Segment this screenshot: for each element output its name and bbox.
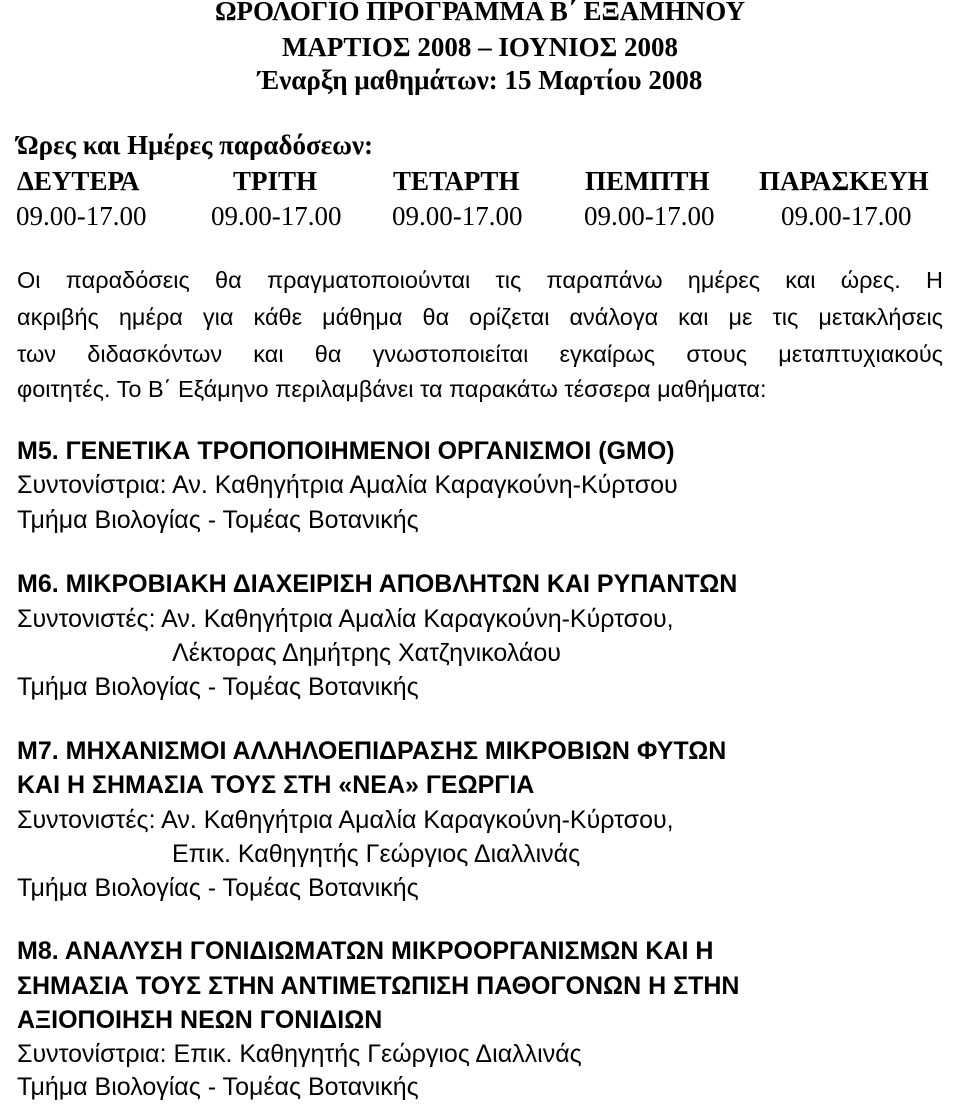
- course-m6-title: Μ6. ΜΙΚΡΟΒΙΑΚΗ ΔΙΑΧΕΙΡΙΣΗ ΑΠΟΒΛΗΤΩΝ ΚΑΙ ΡΥΠΑΝΤΩΝ: [17, 570, 738, 598]
- schedule-hours: 09.00-17.00: [16, 201, 147, 231]
- schedule-day: ΠΕΜΠΤΗ: [585, 166, 710, 196]
- course-m7-title: Μ7. ΜΗΧΑΝΙΣΜΟΙ ΑΛΛΗΛΟΕΠΙΔΡΑΣΗΣ ΜΙΚΡΟΒΙΩΝ ΦΥΤΩΝ: [17, 737, 727, 765]
- intro-line: των διδασκόντων και θα γνωστοποιείται εγκαίρως στους μεταπτυχιακούς: [17, 341, 943, 367]
- course-m8-title-3: ΑΞΙΟΠΟΙΗΣΗ ΝΕΩΝ ΓΟΝΙΔΙΩΝ: [17, 1006, 383, 1034]
- schedule-day: ΤΕΤΑΡΤΗ: [393, 166, 520, 196]
- document-period: ΜΑΡΤΙΟΣ 2008 – ΙΟΥΝΙΟΣ 2008: [281, 32, 679, 62]
- document-start-date: Έναρξη μαθημάτων: 15 Μαρτίου 2008: [257, 65, 703, 95]
- course-m7-department: Τμήμα Βιολογίας - Τομέας Βοτανικής: [17, 874, 419, 902]
- schedule-day: ΤΡΙΤΗ: [233, 166, 318, 196]
- course-m5-coordinator: Συντονίστρια: Αν. Καθηγήτρια Αμαλία Καραγκούνη-Κύρτσου: [17, 471, 678, 499]
- course-m6-coordinator: Συντονιστές: Αν. Καθηγήτρια Αμαλία Καραγκούνη-Κύρτσου,: [17, 605, 674, 633]
- schedule-day: ΠΑΡΑΣΚΕΥΗ: [759, 166, 929, 196]
- course-m8-department: Τμήμα Βιολογίας - Τομέας Βοτανικής: [17, 1073, 419, 1101]
- schedule-days-row: [17, 164, 945, 198]
- course-m5-department: Τμήμα Βιολογίας - Τομέας Βοτανικής: [17, 506, 419, 534]
- intro-line: ακριβής ημέρα για κάθε μάθημα θα ορίζεται ανάλογα και με τις μετακλήσεις: [17, 304, 943, 330]
- intro-line: Οι παραδόσεις θα πραγματοποιούνται τις παραπάνω ημέρες και ώρες. Η: [17, 267, 943, 293]
- schedule-hours: 09.00-17.00: [781, 201, 912, 231]
- schedule-hours: 09.00-17.00: [584, 201, 715, 231]
- course-m6-department: Τμήμα Βιολογίας - Τομέας Βοτανικής: [17, 673, 419, 701]
- schedule-day: ΔΕΥΤΕΡΑ: [17, 166, 140, 196]
- intro-line: φοιτητές. Το Β΄ Εξάμηνο περιλαμβάνει τα παρακάτω τέσσερα μαθήματα:: [17, 376, 767, 402]
- course-m8-title: Μ8. ΑΝΑΛΥΣΗ ΓΟΝΙΔΙΩΜΑΤΩΝ ΜΙΚΡΟΟΡΓΑΝΙΣΜΩΝ ΚΑΙ Η: [17, 937, 714, 965]
- course-m7-title-2: ΚΑΙ Η ΣΗΜΑΣΙΑ ΤΟΥΣ ΣΤΗ «ΝΕΑ» ΓΕΩΡΓΙΑ: [17, 771, 535, 799]
- course-m7-coordinator: Συντονιστές: Αν. Καθηγήτρια Αμαλία Καραγκούνη-Κύρτσου,: [17, 806, 674, 834]
- course-m8-title-2: ΣΗΜΑΣΙΑ ΤΟΥΣ ΣΤΗΝ ΑΝΤΙΜΕΤΩΠΙΣΗ ΠΑΘΟΓΟΝΩΝ Η ΣΤΗΝ: [17, 972, 740, 1000]
- schedule-hours-row: [17, 199, 945, 233]
- course-m5-title: Μ5. ΓΕΝΕΤΙΚΑ ΤΡΟΠΟΠΟΙΗΜΕΝΟΙ ΟΡΓΑΝΙΣΜΟΙ (GMO): [17, 437, 675, 465]
- course-m6-coordinator-2: Λέκτορας Δημήτρης Χατζηνικολάου: [172, 639, 561, 667]
- document-title: ΩΡΟΛΟΓΙΟ ΠΡΟΓΡΑΜΜΑ Β΄ ΕΞΑΜΗΝΟΥ: [214, 0, 746, 26]
- schedule-heading: Ώρες και Ημέρες παραδόσεων:: [17, 130, 374, 160]
- schedule-hours: 09.00-17.00: [392, 201, 523, 231]
- course-m8-coordinator: Συντονίστρια: Επικ. Καθηγητής Γεώργιος Διαλλινάς: [17, 1040, 582, 1068]
- schedule-hours: 09.00-17.00: [211, 201, 342, 231]
- course-m7-coordinator-2: Επικ. Καθηγητής Γεώργιος Διαλλινάς: [172, 840, 581, 868]
